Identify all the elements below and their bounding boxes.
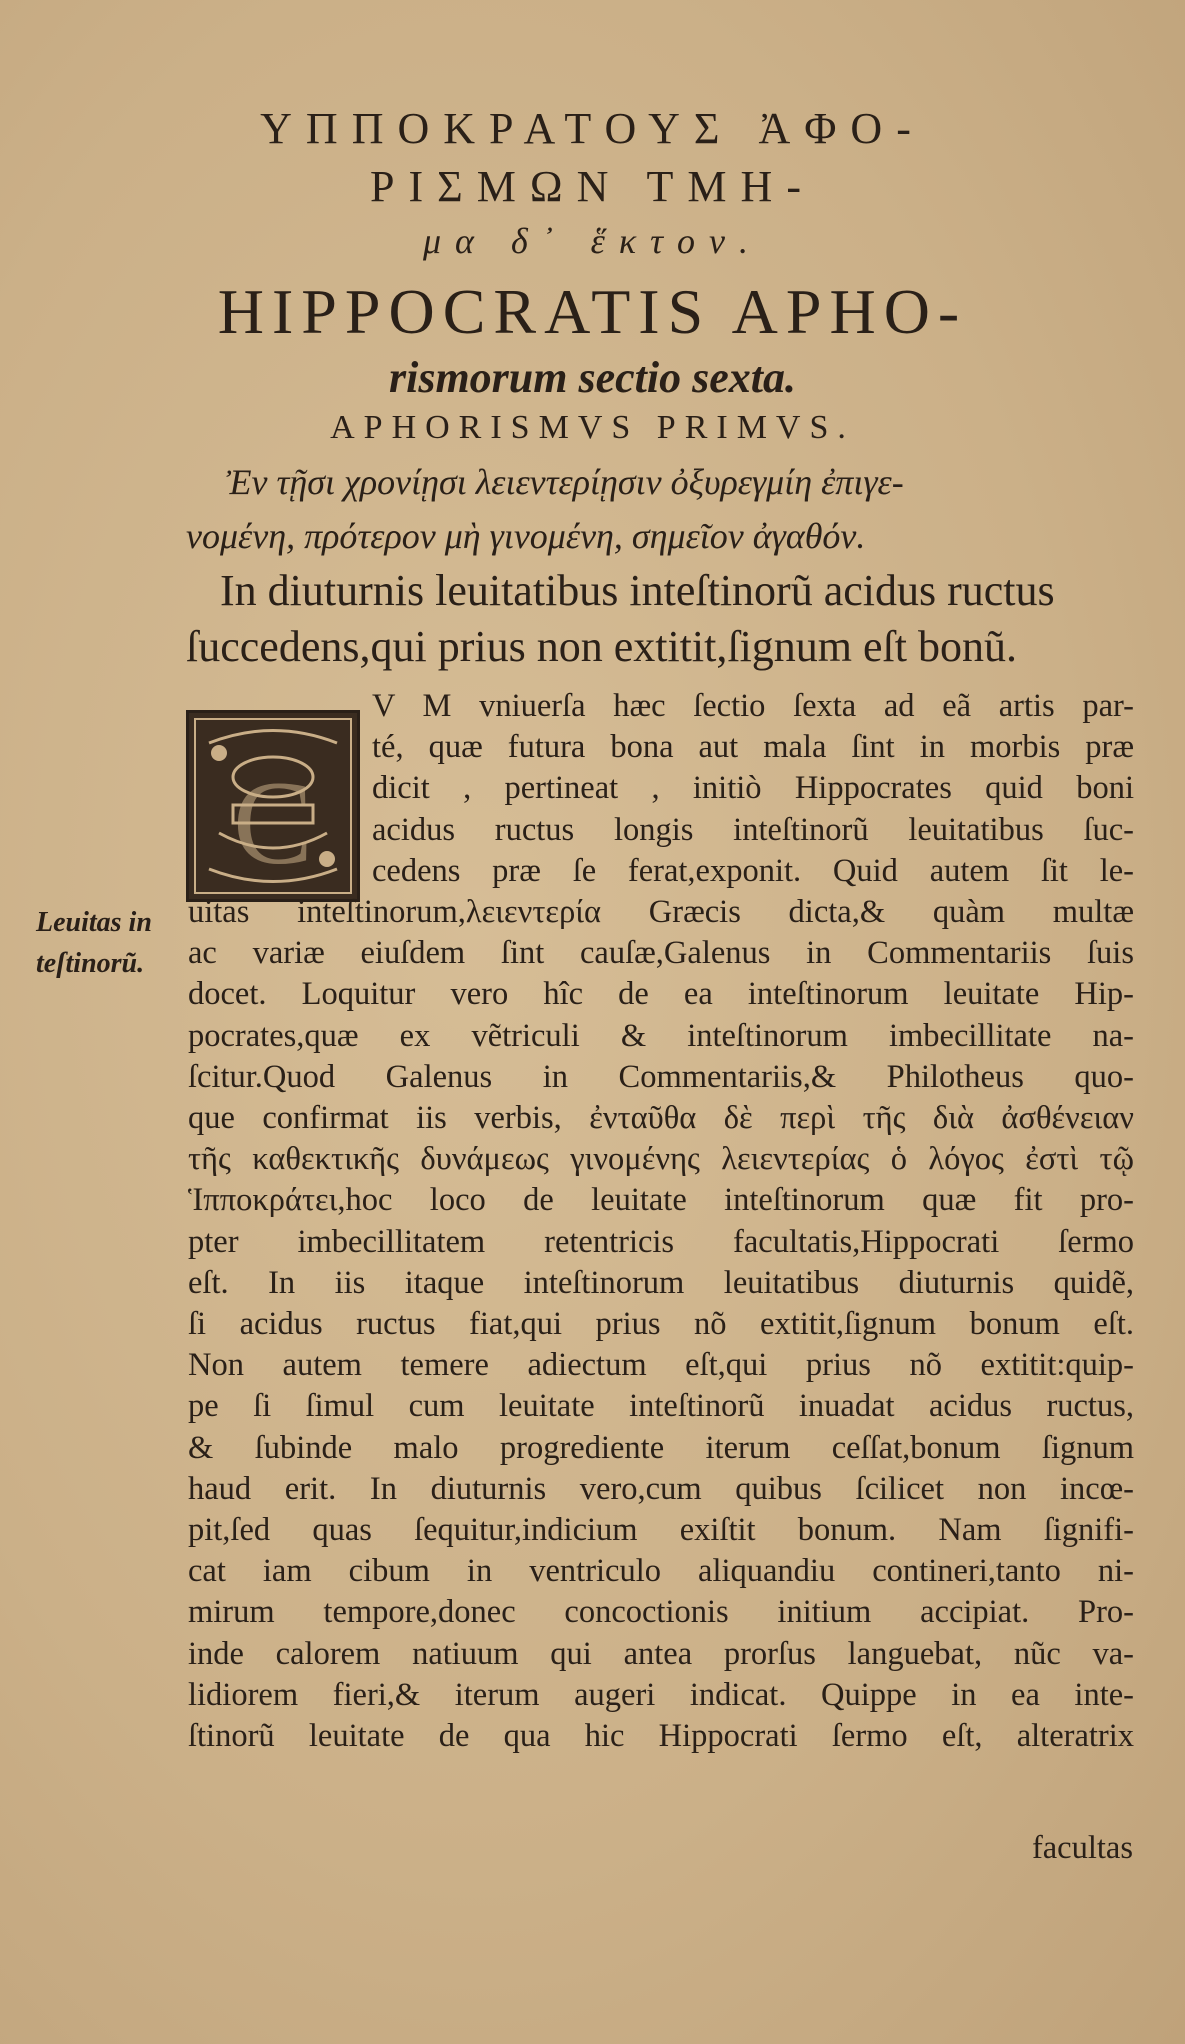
greek-title-line-3: μα δ᾿ ἕκτον.: [422, 221, 763, 261]
text-line: que confirmat iis verbis, ἐνταῦθα δὲ περὶ τῆς διὰ ἀσθένειαν: [188, 1100, 1134, 1137]
text-line: ſi acidus ructus fiat,qui prius nõ extitit,ſignum bonum eſt.: [188, 1306, 1134, 1343]
latin-subtitle: rismorum sectio sexta.: [388, 353, 797, 402]
latin-aphorism-line-1: In diuturnis leuitatibus inteſtinorũ acidus ructus: [220, 566, 1055, 615]
text-line: ſcitur.Quod Galenus in Commentariis,& Philotheus quo-: [188, 1058, 1134, 1095]
text-line: τῆς καθεκτικῆς δυνάμεως γινομένης λειεντερίας ὁ λόγος ἐστὶ τῷ: [188, 1141, 1134, 1178]
latin-title-block: [0, 274, 1185, 450]
greek-title-line-1: ΥΠΠΟΚΡΑΤΟΥΣ ἈΦΟ-: [260, 104, 925, 153]
commentary-beside-initial: [372, 686, 1134, 892]
text-line: pit,ſed quas ſequitur,indicium exiſtit bonum. Nam ſignifi-: [188, 1512, 1134, 1549]
initial-letter: C: [232, 756, 314, 889]
text-line: Ἱπποκράτει,hoc loco de leuitate inteſtinorum quæ fit pro-: [188, 1182, 1134, 1219]
margin-note-line-2: teſtinorũ.: [36, 948, 145, 979]
catchword: facultas: [1031, 1830, 1133, 1866]
margin-note-line-1: Leuitas in: [36, 907, 152, 938]
text-line: acidus ructus longis inteſtinorũ leuitatibus ſuc-: [372, 811, 1134, 848]
text-line: ac variæ eiuſdem ſint cauſæ,Galenus in Commentariis ſuis: [188, 935, 1134, 972]
text-line: eſt. In iis itaque inteſtinorum leuitatibus diuturnis quidẽ,: [188, 1264, 1134, 1301]
text-line: & ſubinde malo progrediente iterum ceſſat,bonum ſignum: [188, 1429, 1134, 1466]
text-line: mirum tempore,donec concoctionis initium accipiat. Pro-: [188, 1594, 1134, 1631]
greek-title-line-2: ΡΙΣΜΩΝ ΤΜΗ-: [370, 162, 815, 211]
decorated-initial: [186, 710, 360, 902]
latin-title: HIPPOCRATIS APHO-: [217, 276, 968, 347]
text-line: inde calorem natiuum qui antea prorſus languebat, nũc va-: [188, 1635, 1134, 1672]
text-line: pter imbecillitatem retentricis facultatis,Hippocrati ſermo: [188, 1223, 1134, 1260]
text-line: lidiorem fieri,& iterum augeri indicat. Quippe in ea inte-: [188, 1676, 1134, 1713]
latin-aphorism-line-2: ſuccedens,qui prius non extitit,ſignum eſt bonũ.: [186, 622, 1017, 671]
greek-aphorism-line-1: Ἐν τῇσι χρονίῃσι λειεντερίῃσιν ὀξυρεγμίη ἐπιγε-: [226, 462, 904, 502]
text-line: haud erit. In diuturnis vero,cum quibus ſcilicet non incœ-: [188, 1470, 1134, 1507]
text-line: cat iam cibum in ventriculo aliquandiu contineri,tanto ni-: [188, 1553, 1134, 1590]
text-line: cedens præ ſe ferat,exponit. Quid autem ſit le-: [372, 852, 1134, 889]
text-line: té, quæ futura bona aut mala ſint in morbis præ: [372, 729, 1134, 766]
text-line: pocrates,quæ ex vẽtriculi & inteſtinorum imbecillitate na-: [188, 1017, 1134, 1054]
aphorism-heading: APHORISMVS PRIMVS.: [330, 409, 855, 446]
greek-title: [0, 100, 1185, 266]
text-line: uitas inteſtinorum,λειεντερία Græcis dicta,& quàm multæ: [188, 894, 1134, 930]
commentary-body: [188, 892, 1134, 1757]
text-line: pe ſi ſimul cum leuitate inteſtinorũ inuadat acidus ructus,: [188, 1388, 1134, 1425]
ornament-icon: [189, 713, 357, 899]
greek-aphorism-line-2: νομένη, πρότερον μὴ γινομένη, σημεῖον ἀγαθόν.: [186, 516, 866, 556]
margin-note: [36, 902, 152, 984]
text-line: V M vniuerſa hæc ſectio ſexta ad eã artis par-: [372, 688, 1134, 724]
text-line: docet. Loquitur vero hîc de ea inteſtinorum leuitate Hip-: [188, 976, 1134, 1013]
text-line: Non autem temere adiectum eſt,qui prius nõ extitit:quip-: [188, 1347, 1134, 1384]
text-line: ſtinorũ leuitate de qua hic Hippocrati ſermo eſt, alteratrix: [188, 1718, 1134, 1755]
text-line: dicit , pertineat , initiò Hippocrates quid boni: [372, 770, 1134, 807]
